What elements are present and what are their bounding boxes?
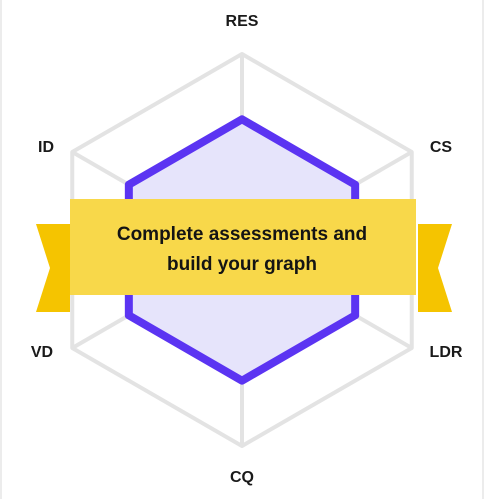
- banner-ribbon-left: [36, 224, 70, 312]
- axis-label-cs: CS: [429, 139, 453, 156]
- axis-label-cq: CQ: [230, 469, 254, 486]
- axis-label-vd: VD: [30, 344, 54, 361]
- banner-line-1: Complete assessments and: [116, 224, 368, 245]
- banner-line-2: build your graph: [167, 254, 317, 275]
- banner-ribbon-right: [418, 224, 452, 312]
- axis-label-res: RES: [225, 13, 259, 30]
- axis-label-id: ID: [38, 139, 54, 156]
- banner-body: [70, 199, 416, 295]
- axis-label-ldr: LDR: [429, 344, 463, 361]
- radar-chart: [2, 0, 484, 499]
